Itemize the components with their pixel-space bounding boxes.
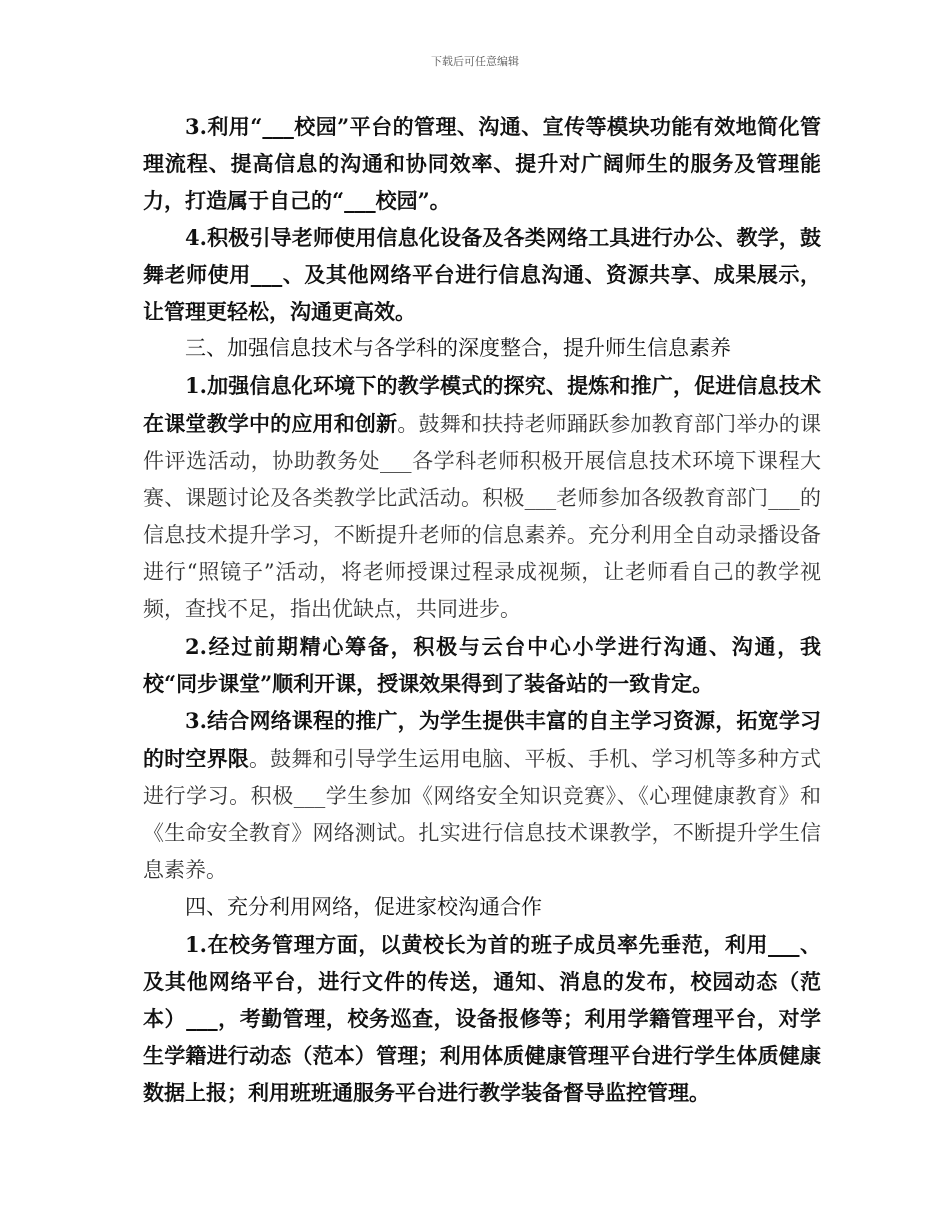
section3-paragraph-1-body: 。鼓舞和扶持老师踊跃参加教育部门举办的课件评选活动，协助教务处___各学科老师积极开展信息技术环境下课程大赛、课题讨论及各类教学比武活动。积极___老师参加各级教育部门___的信息技术提升学习，不断提升老师的信息素养。充分利用全自动录播设备进行“照镜子”活动，将老师授课过程录成视频，让老师看自己的教学视频，查找不足，指出优缺点，共同进步。 xyxy=(143,412,822,621)
document-body xyxy=(143,108,821,1111)
paragraph-3: 3.利用“___校园”平台的管理、沟通、宣传等模块功能有效地简化管理流程、提高信息的沟通和协同效率、提升对广阔师生的服务及管理能力，打造属于自己的“___校园”。 xyxy=(143,114,821,213)
section-heading-3: 三、加强信息技术与各学科的深度整合，提升师生信息素养 xyxy=(185,336,731,360)
paragraph-4: 4.积极引导老师使用信息化设备及各类网络工具进行办公、教学，鼓舞老师使用___、及其他网络平台进行信息沟通、资源共享、成果展示，让管理更轻松，沟通更高效。 xyxy=(143,225,821,324)
section-heading-4: 四、充分利用网络，促进家校沟通合作 xyxy=(185,895,542,919)
section4-paragraph-1: 1.在校务管理方面，以黄校长为首的班子成员率先垂范，利用___、及其他网络平台，进行文件的传送，通知、消息的发布，校园动态（范本）___，考勤管理，校务巡查，设备报修等；利用学籍管理平台，对学生学籍进行动态（范本）管理；利用体质健康管理平台进行学生体质健康数据上报；利用班班通服务平台进行教学装备督导监控管理。 xyxy=(143,932,821,1105)
section3-paragraph-1-lead: 1.加强信息化环境下的教学模式的探究、提炼和推广，促进信息技术在课堂教学中的应用和创新 xyxy=(143,373,821,436)
section3-paragraph-3-body: 。鼓舞和引导学生运用电脑、平板、手机、学习机等多种方式进行学习。积极___学生参加《网络安全知识竞赛》、《心理健康教育》和《生命安全教育》网络测试。扎实进行信息技术课教学，不断提升学生信息素养。 xyxy=(143,747,821,882)
section3-paragraph-3-lead: 3.结合网络课程的推广，为学生提供丰富的自主学习资源，拓宽学习的时空界限 xyxy=(143,708,821,771)
section3-paragraph-3 xyxy=(143,702,821,889)
page-header-note: 下载后可任意编辑 xyxy=(431,55,519,68)
section3-paragraph-2: 2.经过前期精心筹备，积极与云台中心小学进行沟通、沟通，我校“同步课堂”顺利开课，授课效果得到了装备站的一致肯定。 xyxy=(143,634,821,696)
section3-paragraph-1 xyxy=(143,367,821,628)
